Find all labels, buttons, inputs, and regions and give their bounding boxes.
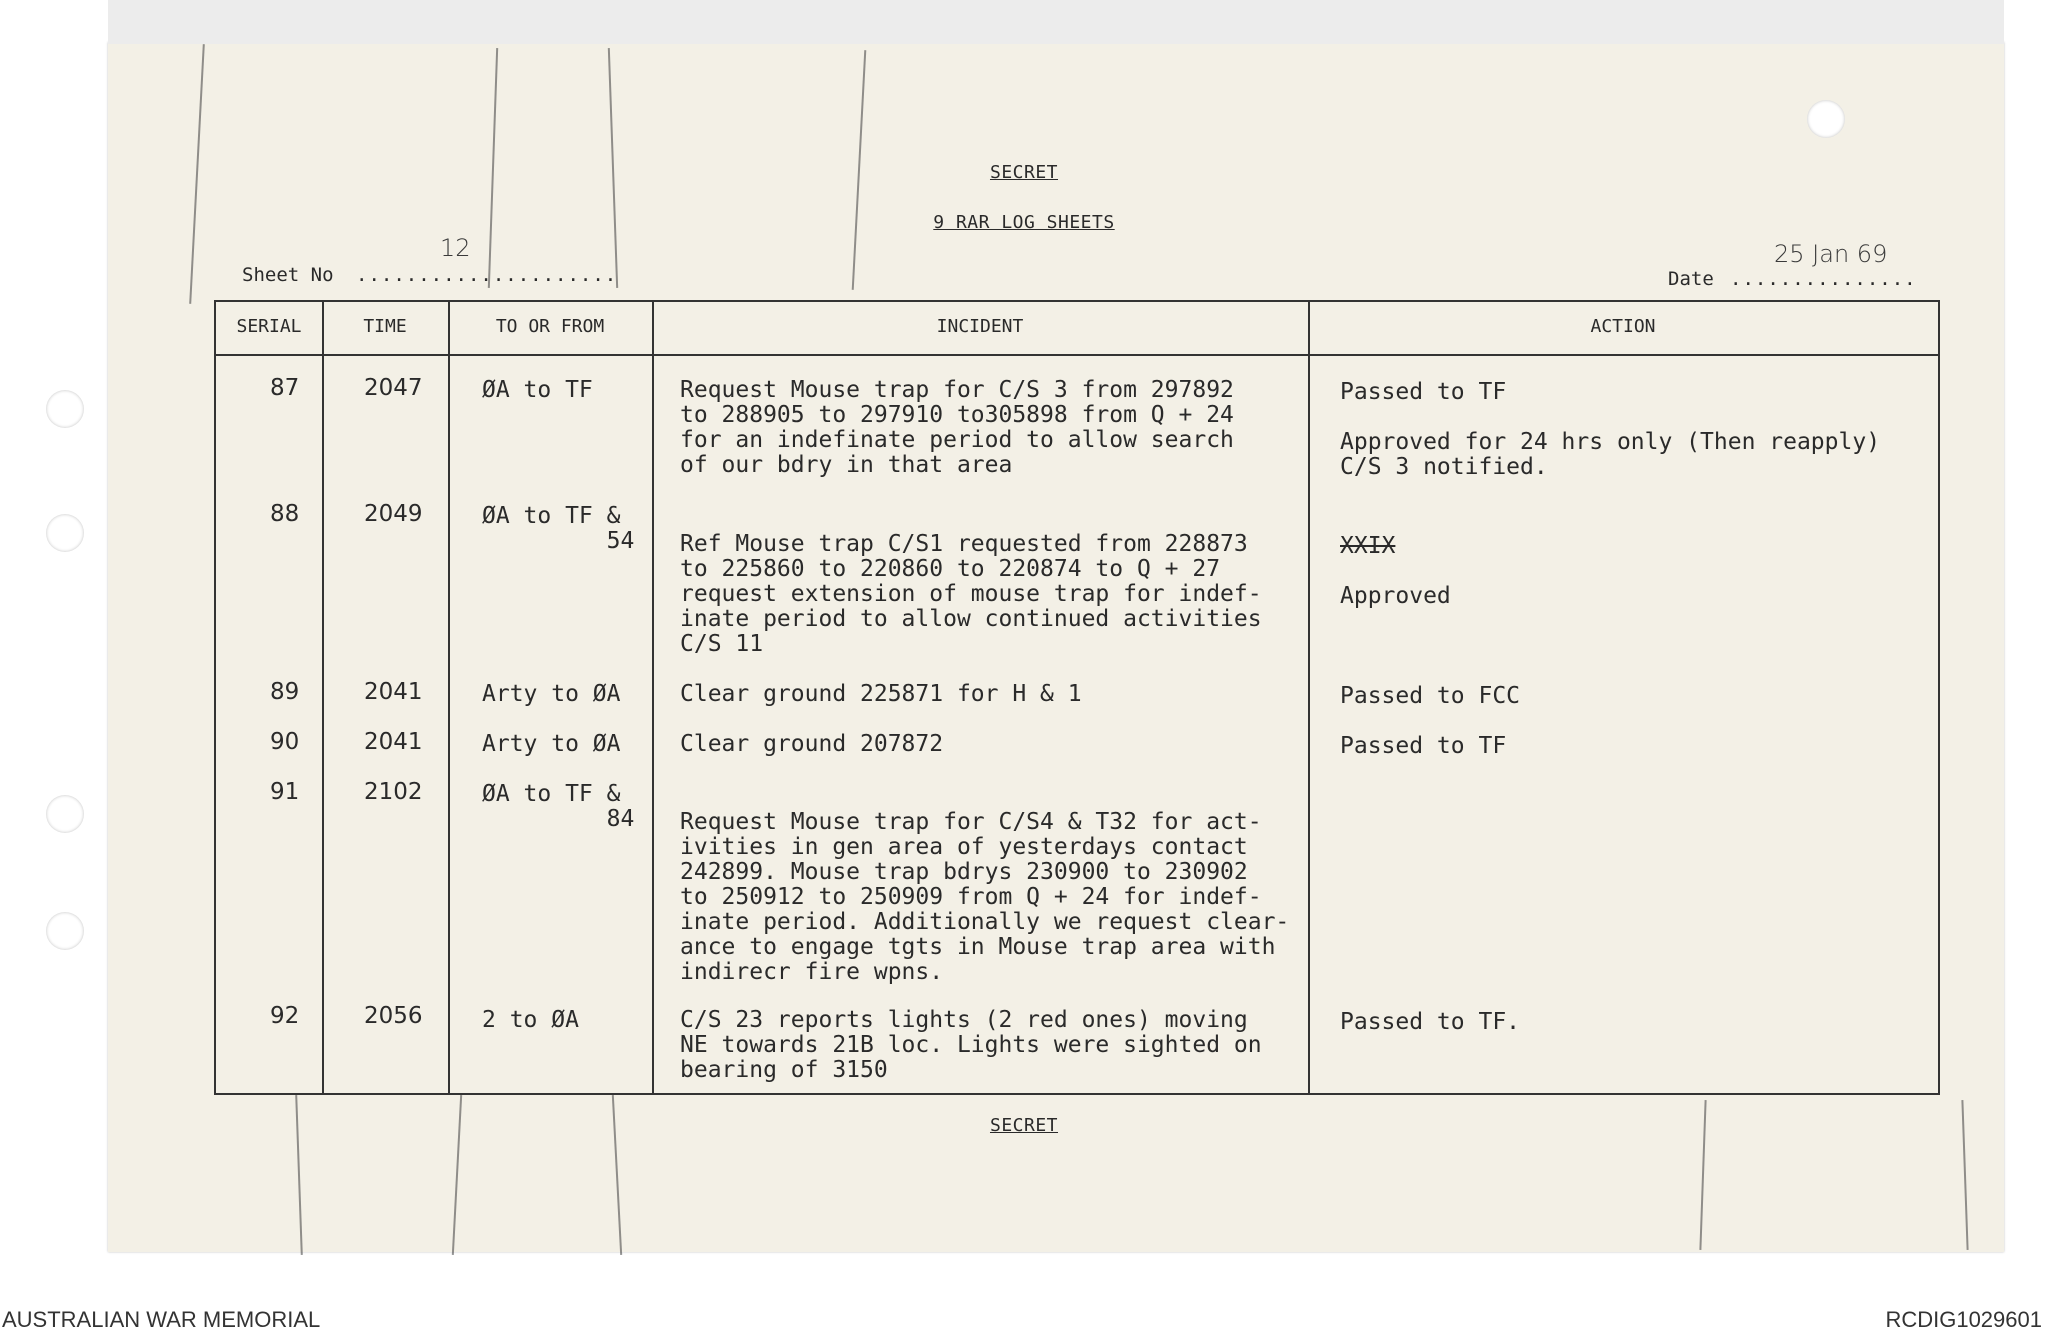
- column-divider: [1308, 302, 1310, 1093]
- document-title: 9 RAR LOG SHEETS: [933, 212, 1115, 233]
- row-88-action: Approved: [1340, 583, 1451, 609]
- punch-hole: [46, 390, 84, 428]
- row-92-action: Passed to TF.: [1340, 1009, 1521, 1035]
- date-label: Date: [1668, 268, 1714, 290]
- row-88-incident: Ref Mouse trap C/S1 requested from 228873 to 225860 to 220860 to 220874 to Q + 27 request extension of mouse trap for indef- inate period to allow continued activities C/S 11: [680, 531, 1262, 657]
- header-to-or-from: TO OR FROM: [495, 316, 605, 337]
- archive-name: AUSTRALIAN WAR MEMORIAL: [2, 1307, 321, 1332]
- row-90-serial: 90: [270, 729, 300, 755]
- column-divider: [652, 302, 654, 1093]
- row-89-to-from: Arty to ØA: [482, 681, 621, 707]
- row-91-incident: Request Mouse trap for C/S4 & T32 for act- ivities in gen area of yesterdays contact 242899. Mouse trap bdrys 230900 to 230902 to 250912 to 250909 from Q + 24 for indef- inate period. Additionally we request clear- ance to engage tgts in Mouse trap area with indirecr fire wpns.: [680, 809, 1290, 985]
- row-90-action: Passed to TF: [1340, 733, 1507, 759]
- row-89-serial: 89: [270, 679, 300, 705]
- row-91-to-from: ØA to TF & 84: [482, 781, 635, 832]
- log-table: [214, 300, 1940, 1095]
- row-89-action: Passed to FCC: [1340, 683, 1521, 709]
- row-87-time: 2047: [364, 375, 423, 401]
- row-87-incident: Request Mouse trap for C/S 3 from 297892 to 288905 to 297910 to305898 from Q + 24 for an indefinate period to allow search of our bdry in that area: [680, 377, 1234, 478]
- row-90-incident: Clear ground 207872: [680, 731, 944, 757]
- row-87-serial: 87: [270, 375, 300, 401]
- header-serial: SERIAL: [236, 316, 302, 337]
- archive-footer: [0, 1300, 2048, 1337]
- punch-hole: [1807, 100, 1845, 138]
- row-87-to-from: ØA to TF: [482, 377, 593, 403]
- row-92-time: 2056: [364, 1003, 423, 1029]
- tape-strip: [108, 0, 2004, 44]
- sheet-number-dots: .....................: [356, 264, 618, 286]
- row-88-time: 2049: [364, 501, 423, 527]
- column-divider: [448, 302, 450, 1093]
- date-value: 25 Jan 69: [1774, 240, 1888, 268]
- row-92-incident: C/S 23 reports lights (2 red ones) moving NE towards 21B loc. Lights were sighted on bearing of 3150: [680, 1007, 1262, 1083]
- punch-hole: [46, 514, 84, 552]
- row-90-time: 2041: [364, 729, 423, 755]
- row-89-incident: Clear ground 225871 for H & 1: [680, 681, 1082, 707]
- row-88-to-from: ØA to TF & 54: [482, 503, 635, 554]
- row-92-serial: 92: [270, 1003, 300, 1029]
- row-88-action-struck: XXIX: [1340, 533, 1396, 559]
- header-incident: INCIDENT: [936, 316, 1024, 337]
- row-87-action: Passed to TF Approved for 24 hrs only (Then reapply) C/S 3 notified.: [1340, 379, 1881, 480]
- row-89-time: 2041: [364, 679, 423, 705]
- row-88-serial: 88: [270, 501, 300, 527]
- punch-hole: [46, 795, 84, 833]
- row-92-to-from: 2 to ØA: [482, 1007, 579, 1033]
- row-91-serial: 91: [270, 779, 300, 805]
- date-dots: ...............: [1730, 268, 1917, 290]
- classification-top: SECRET: [989, 162, 1059, 183]
- sheet-number-value: 12: [440, 234, 471, 262]
- header-action: ACTION: [1590, 316, 1656, 337]
- punch-hole: [46, 912, 84, 950]
- sheet-number-label: Sheet No: [242, 264, 334, 286]
- row-91-time: 2102: [364, 779, 423, 805]
- column-divider: [322, 302, 324, 1093]
- row-90-to-from: Arty to ØA: [482, 731, 621, 757]
- archive-id: RCDIG1029601: [1885, 1307, 2042, 1332]
- header-time: TIME: [363, 316, 407, 337]
- classification-bottom: SECRET: [989, 1115, 1059, 1136]
